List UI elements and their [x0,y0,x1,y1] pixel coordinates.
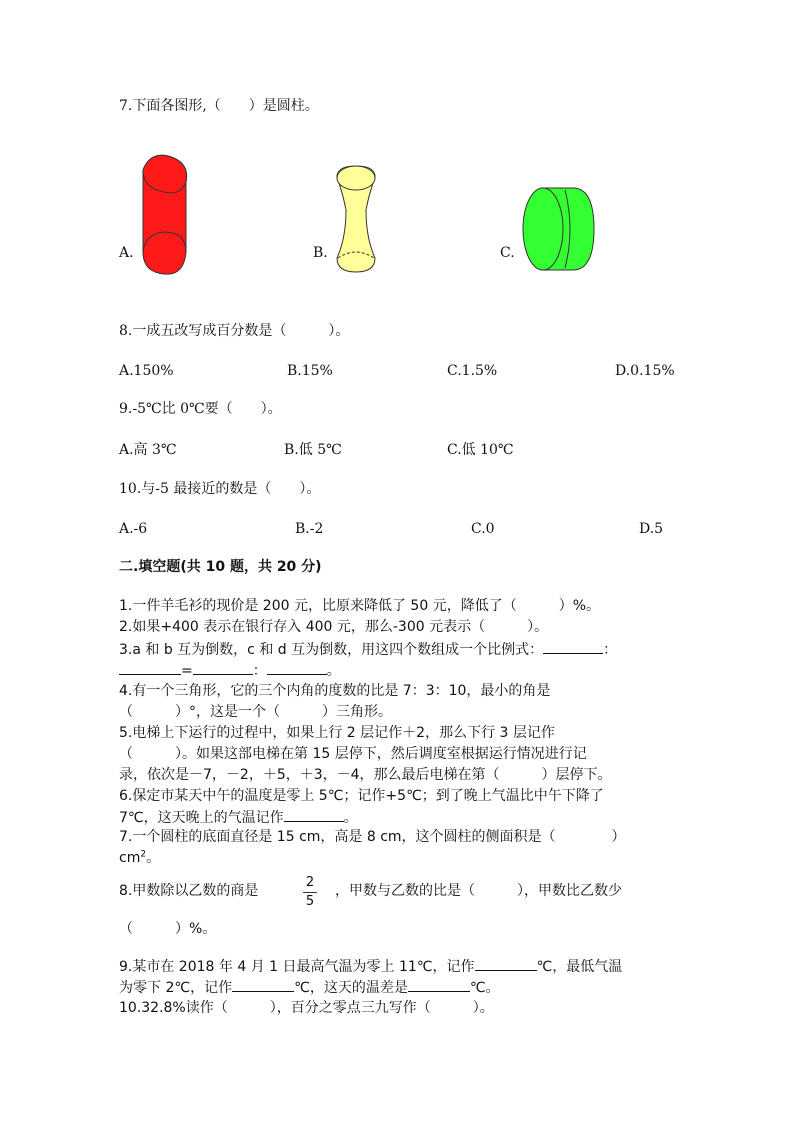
fill-q9-line2 [119,977,500,998]
fill-q4-line2: （ ）°，这是一个（ ）三角形。 [119,704,392,720]
yellow-shape-body [337,166,375,272]
red-cylinder-hidden-edge [143,232,186,252]
q8-option-d[interactable]: D.0.15% [615,363,675,379]
fill-q7-line1: 7.一个圆柱的底面直径是 15 cm，高是 8 cm，这个圆柱的侧面积是（ ） [119,829,626,845]
fill-q6-blank[interactable] [284,807,344,822]
q8-stem: 8.一成五改写成百分数是（ ）。 [119,323,350,339]
fill-q7-line2 [119,848,160,868]
fill-q6-end: 。 [343,810,358,826]
q8-option-c[interactable]: C.1.5% [447,363,498,379]
fill-q9-text-1: 9.某市在 2018 年 4 月 1 日最高气温为零上 11℃，记作 [119,959,475,975]
fill-q7-unit-exponent: 2 [140,849,147,860]
fill-q3-colon-2: ： [252,663,267,679]
fill-q8-fraction-numerator: 2 [305,875,315,890]
q8-option-a[interactable]: A.150% [119,363,174,379]
fill-q3-colon-1: ： [603,642,618,658]
fill-q3-end: 。 [326,663,341,679]
q10-stem: 10.与-5 最接近的数是（ ）。 [119,481,321,497]
fill-q3-blank-3[interactable] [193,660,253,675]
fill-q9-blank-3[interactable] [408,977,470,992]
fill-q8-line1-left: 8.甲数除以乙数的商是 [119,883,259,899]
fill-q9-text-4: ℃，这天的温差是 [294,980,408,996]
fill-q9-text-5: ℃。 [469,980,500,996]
fill-q7-unit: cm [119,850,141,866]
fill-q7-end: 。 [146,850,161,866]
fill-q8-line2: （ ）%。 [119,921,217,937]
q9-option-b[interactable]: B.低 5℃ [284,442,342,458]
fill-q3-text: 3.a 和 b 互为倒数，c 和 d 互为倒数，用这四个数组成一个比例式： [119,642,544,658]
q9-option-a[interactable]: A.高 3℃ [119,442,177,458]
fill-q9-line1 [119,956,622,977]
q7-option-b[interactable]: B. [313,245,328,261]
q10-option-d[interactable]: D.5 [639,521,664,537]
yellow-shape-hidden-edge [338,252,374,258]
q8-option-b[interactable]: B.15% [287,363,333,379]
fill-q5-line1: 5.电梯上下运行的过程中，如果上行 2 层记作＋2，那么下行 3 层记作 [119,725,555,741]
fill-q8-fraction-bar [303,892,317,893]
q7-option-a[interactable]: A. [119,245,134,261]
q7-option-c[interactable]: C. [500,245,515,261]
fill-q3-line1 [119,639,617,660]
green-cylinder-inner-edge [565,190,570,268]
fill-q3-blank-2[interactable] [119,660,181,675]
q9-stem: 9.-5℃比 0℃要（ ）。 [119,401,282,417]
fill-q5-line3: 录，依次是－7，－2，＋5，＋3，－4，那么最后电梯在第（ ）层停下。 [119,767,612,783]
fill-q2: 2.如果+400 表示在银行存入 400 元，那么-300 元表示（ ）。 [119,619,549,635]
fill-q6-text: 7℃，这天晚上的气温记作 [119,810,284,826]
fill-q9-text-2: ℃，最低气温 [536,959,623,975]
fill-q8-fraction-denominator: 5 [305,894,315,909]
fill-q1: 1.一件羊毛衫的现价是 200 元，比原来降低了 50 元，降低了（ ）%。 [119,598,600,614]
fill-q9-blank-2[interactable] [232,977,294,992]
fill-q3-blank-4[interactable] [267,660,327,675]
fill-q8-line1-right: ，甲数与乙数的比是（ ），甲数比乙数少 [335,883,622,899]
q10-option-c[interactable]: C.0 [471,521,495,537]
fill-q3-blank-1[interactable] [543,639,603,654]
red-cylinder-body [143,155,187,274]
yellow-shape-top [337,166,375,190]
fill-q8-fraction [303,876,317,909]
green-cylinder-body [541,188,594,270]
fill-q3-equals: = [181,663,193,679]
section-title: 二.填空题(共 10 题，共 20 分) [119,559,322,575]
fill-q6-line2 [119,807,358,828]
fill-q9-text-3: 为零下 2℃，记作 [119,980,233,996]
q7-stem: 7.下面各图形,（ ）是圆柱。 [119,98,319,114]
q9-option-c[interactable]: C.低 10℃ [447,442,514,458]
fill-q6-line1: 6.保定市某天中午的温度是零上 5℃；记作+5℃；到了晚上气温比中午下降了 [119,788,604,804]
fill-q4-line1: 4.有一个三角形，它的三个内角的度数的比是 7：3：10，最小的角是 [119,683,551,699]
fill-q5-line2: （ ）。如果这部电梯在第 15 层停下，然后调度室根据运行情况进行记 [119,746,587,762]
red-cylinder-top [143,155,187,193]
fill-q10: 10.32.8%读作（ ），百分之零点三九写作（ ）。 [119,1000,494,1016]
green-cylinder-face [523,188,563,270]
q10-option-b[interactable]: B.-2 [295,521,324,537]
q10-option-a[interactable]: A.-6 [119,521,148,537]
fill-q9-blank-1[interactable] [475,956,537,971]
fill-q3-line2 [119,660,341,681]
